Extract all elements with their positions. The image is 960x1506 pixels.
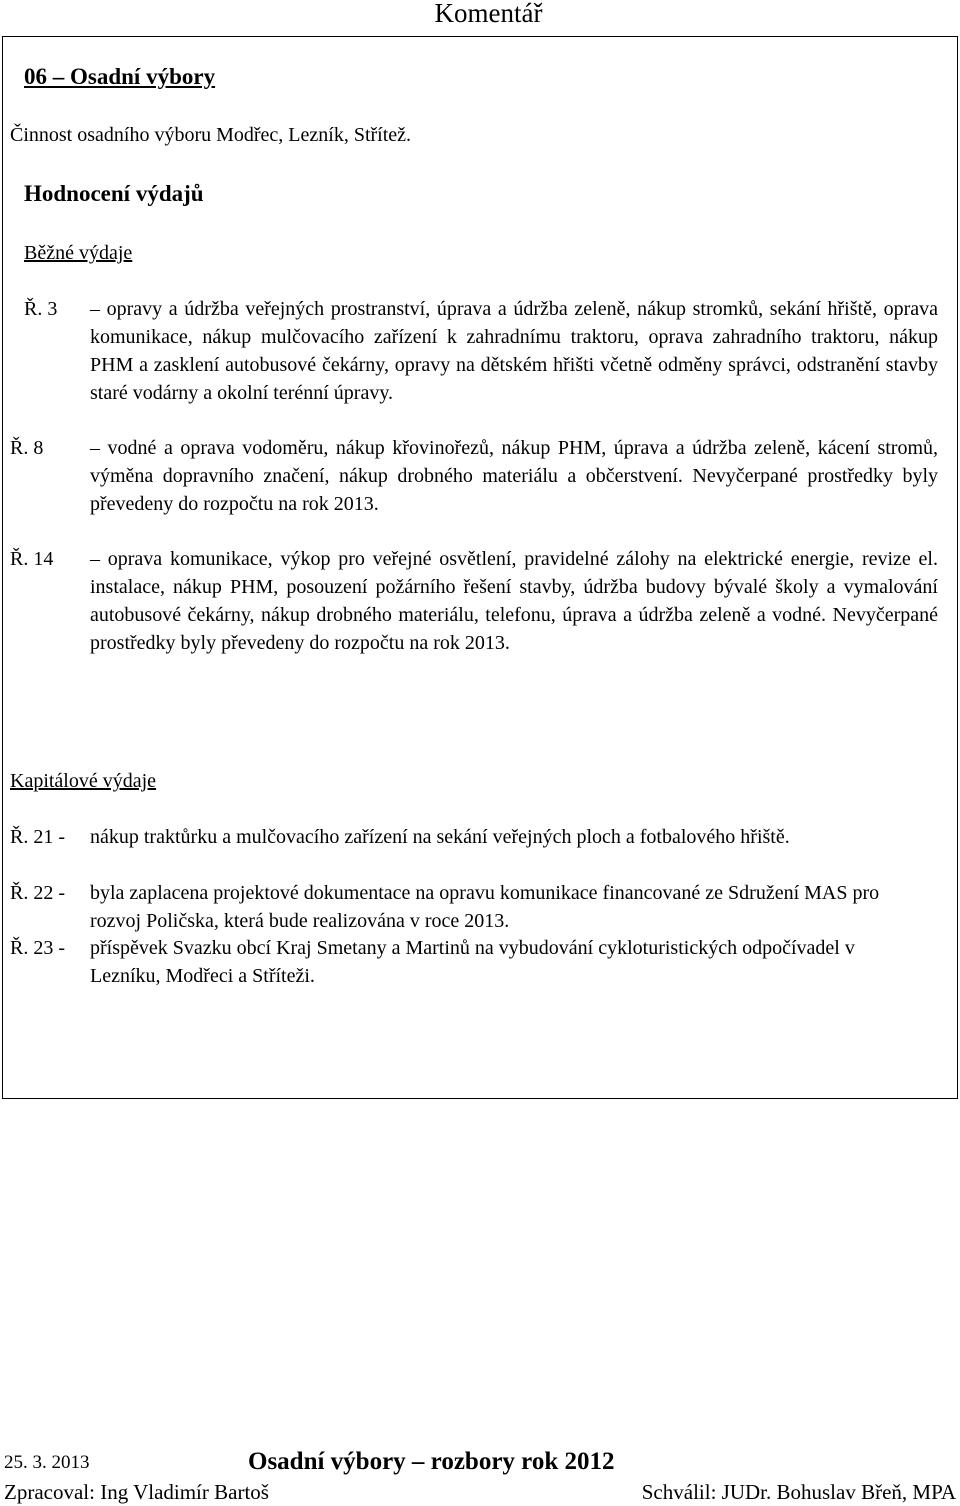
footer-date: 25. 3. 2013 (4, 1452, 90, 1473)
current-item-text-content: – vodné a oprava vodoměru, nákup křovinořezů, nákup PHM, úprava a údržba zeleně, kácení stromů, výměna dopravního značení, nákup drobného materiálu a občerstvení. Nevyčerpané prostředky byly převedeny do rozpočtu na rok 2013. (90, 437, 938, 515)
current-item-label: Ř. 3 (24, 298, 58, 320)
current-item-text (90, 434, 938, 518)
capital-expenses-heading: Kapitálové výdaje (10, 770, 157, 792)
document-heading: 06 – Osadní výbory (24, 64, 216, 89)
current-item-text-content: – oprava komunikace, výkop pro veřejné osvětlení, pravidelné zálohy na elektrické energie, revize el. instalace, nákup PHM, posouzení požárního řešení stavby, údržba budovy bývalé školy a vymalování autobusové čekárny, nákup drobného materiálu, telefonu, úprava a údržba zeleně a vodné. Nevyčerpané prostředky byly převedeny do rozpočtu na rok 2013. (90, 548, 938, 654)
footer-prepared-by: Zpracoval: Ing Vladimír Bartoš (4, 1480, 269, 1504)
capital-item-text: byla zaplacena projektové dokumentace na opravu komunikace financované ze Sdružení MAS pro rozvoj Poličska, která bude realizována v roce 2013. (90, 882, 880, 932)
current-expenses-heading: Běžné výdaje (24, 242, 133, 264)
current-item (10, 434, 938, 524)
capital-item-text: nákup traktůrku a mulčovacího zařízení na sekání veřejných ploch a fotbalového hřiště. (90, 826, 790, 848)
current-item (10, 295, 938, 415)
capital-item-text: příspěvek Svazku obcí Kraj Smetany a Martinů na vybudování cykloturistických odpočívadel v Lezníku, Modřeci a Stříteži. (90, 937, 855, 987)
capital-item-label: Ř. 22 - (10, 882, 65, 904)
current-item-text (90, 545, 938, 657)
capital-item-label: Ř. 21 - (10, 826, 65, 848)
current-item-label: Ř. 8 (10, 437, 44, 459)
current-item (10, 545, 938, 695)
section-heading: Hodnocení výdajů (24, 181, 204, 206)
current-item-text-content: – opravy a údržba veřejných prostranství, úprava a údržba zeleně, nákup stromků, sekání hřiště, oprava komunikace, nákup mulčovacího zařízení k zahradnímu traktoru, oprava zahradního traktoru, nákup PHM a zasklení autobusové čekárny, opravy na dětském hřišti včetně odměny správci, odstranění stavby staré vodárny a okolní terénní úpravy. (90, 298, 938, 404)
footer-title: Osadní výbory – rozbory rok 2012 (248, 1448, 615, 1475)
current-item-label: Ř. 14 (10, 548, 54, 570)
capital-item-label: Ř. 23 - (10, 937, 65, 959)
activity-line: Činnost osadního výboru Modřec, Lezník, Střítež. (10, 124, 412, 146)
footer-approved-by: Schválil: JUDr. Bohuslav Břeň, MPA (641, 1480, 956, 1504)
current-item-text (90, 295, 938, 407)
page-header-title: Komentář (434, 0, 543, 28)
